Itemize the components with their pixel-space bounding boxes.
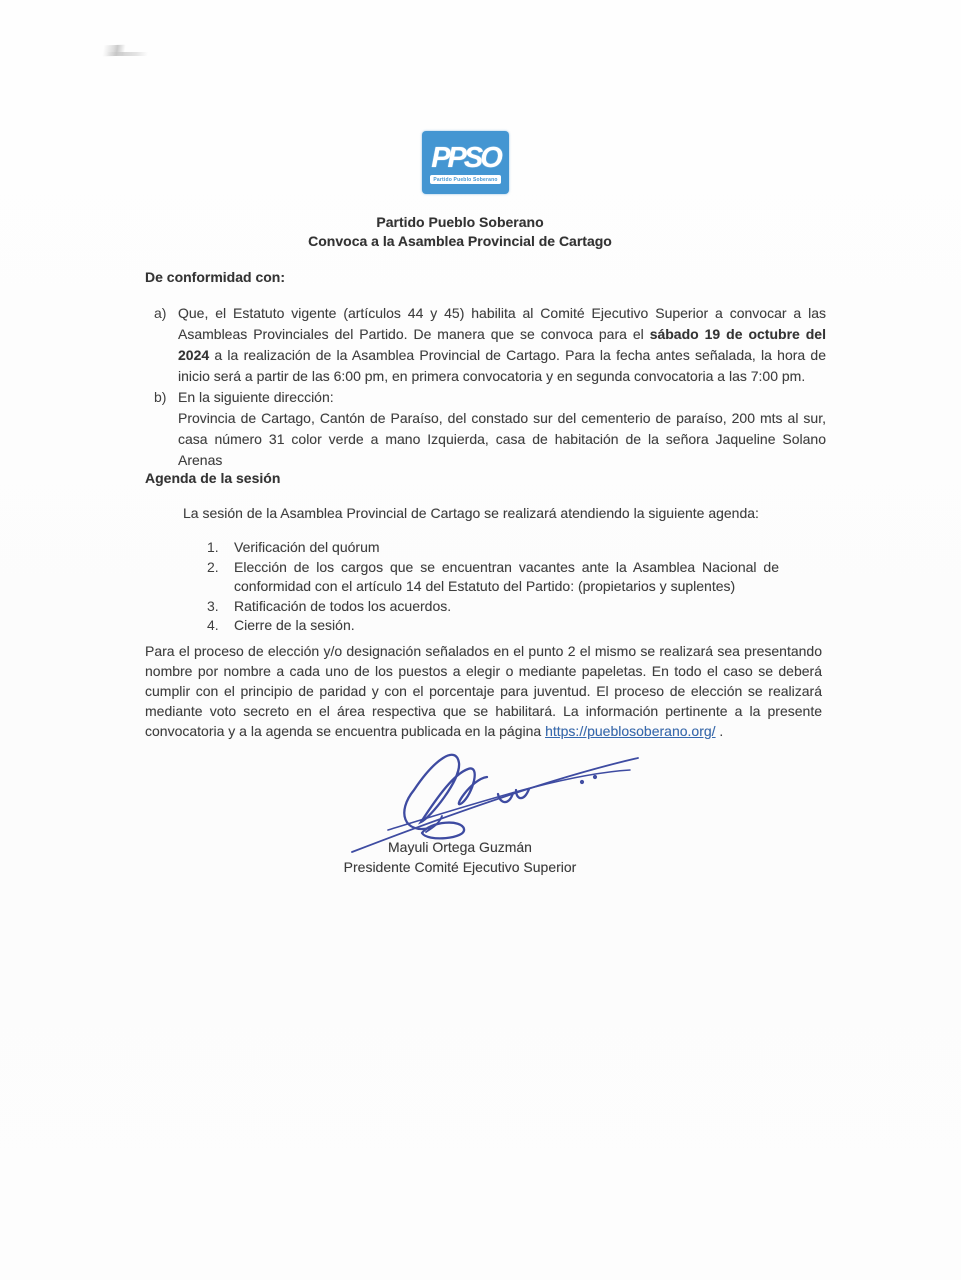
item-a-marker: a): [154, 305, 167, 321]
scan-smudge-mark: [104, 52, 150, 56]
agenda-item-1-text: Verificación del quórum: [234, 539, 380, 555]
document-title-line1: Partido Pueblo Soberano: [376, 214, 544, 230]
lettered-list: [154, 303, 826, 471]
closing-paragraph: [145, 641, 822, 741]
signer-name: Mayuli Ortega Guzmán: [388, 839, 532, 855]
agenda-item-2: [207, 558, 787, 597]
party-logo-subtext: Partido Pueblo Soberano: [433, 176, 498, 183]
item-b-address: Provincia de Cartago, Cantón de Paraíso, del constado sur del cementerio de paraíso, 200 mts al sur, casa número 31 color verde a mano Izquierda, casa de habitación de la señora Jaqueline Solano Arenas: [178, 410, 826, 468]
party-logo: [422, 131, 509, 194]
document-title: [0, 213, 920, 251]
agenda-item-4-text: Cierre de la sesión.: [234, 617, 355, 633]
agenda-item-3-text: Ratificación de todos los acuerdos.: [234, 597, 452, 614]
agenda-list: [207, 538, 787, 636]
agenda-heading: Agenda de la sesión: [145, 470, 281, 486]
pueblosoberano-link[interactable]: https://pueblosoberano.org/: [545, 723, 716, 739]
agenda-item-1: [207, 538, 787, 558]
party-logo-band: [430, 175, 500, 184]
agenda-item-4: [207, 616, 787, 636]
conformity-heading: De conformidad con:: [145, 269, 286, 285]
item-a-text: [178, 303, 826, 387]
item-b-marker: b): [154, 389, 167, 405]
list-item-a: [154, 303, 826, 387]
item-a-text-pre: Que, el Estatuto vigente (artículos 44 y 45) habilita al Comité Ejecutivo Superior a convocar a las Asambleas Provinciales del Partido. De manera que se convoca para el: [178, 305, 826, 342]
item-a-text-post: a la realización de la Asamblea Provincial de Cartago. Para la fecha antes señalada, la hora de inicio será a partir de las 6:00 pm, en primera convocatoria y en segunda convocatoria a las 7:00 pm.: [178, 347, 826, 384]
agenda-item-2-number: 2.: [207, 558, 219, 575]
agenda-item-4-number: 4.: [207, 617, 219, 633]
agenda-item-3: [207, 597, 787, 617]
signature-block: [277, 838, 643, 877]
item-a-date-bold: sábado 19 de octubre del 2024: [178, 326, 826, 363]
closing-text-post: .: [715, 723, 724, 739]
signer-title: Presidente Comité Ejecutivo Superior: [343, 858, 577, 875]
agenda-item-3-number: 3.: [207, 597, 219, 614]
agenda-item-2-text: Elección de los cargos que se encuentran vacantes ante la Asamblea Nacional de conformidad con el artículo 14 del Estatuto del Partido: (propietarios y suplentes): [234, 558, 779, 594]
closing-text-pre: Para el proceso de elección y/o designación señalados en el punto 2 el mismo se realizará sea presentando nombre por nombre a cada uno de los puestos a elegir o mediante papeletas. En todo el caso se deberá cumplir con el principio de paridad y con el porcentaje para juventud. El proceso de elección se realizará mediante voto secreto en el área respectiva que se habilitará. La información pertinente a la presente convocatoria y a la agenda se encuentra publicada en la página: [145, 643, 822, 739]
party-logo-acronym: PPSO: [431, 142, 500, 174]
list-item-b: [154, 387, 826, 408]
agenda-item-1-number: 1.: [207, 539, 219, 555]
agenda-intro: La sesión de la Asamblea Provincial de Cartago se realizará atendiendo la siguiente agenda:: [183, 505, 759, 521]
document-title-line2: Convoca a la Asamblea Provincial de Cartago: [308, 233, 612, 249]
item-b-text: En la siguiente dirección:: [178, 389, 334, 405]
